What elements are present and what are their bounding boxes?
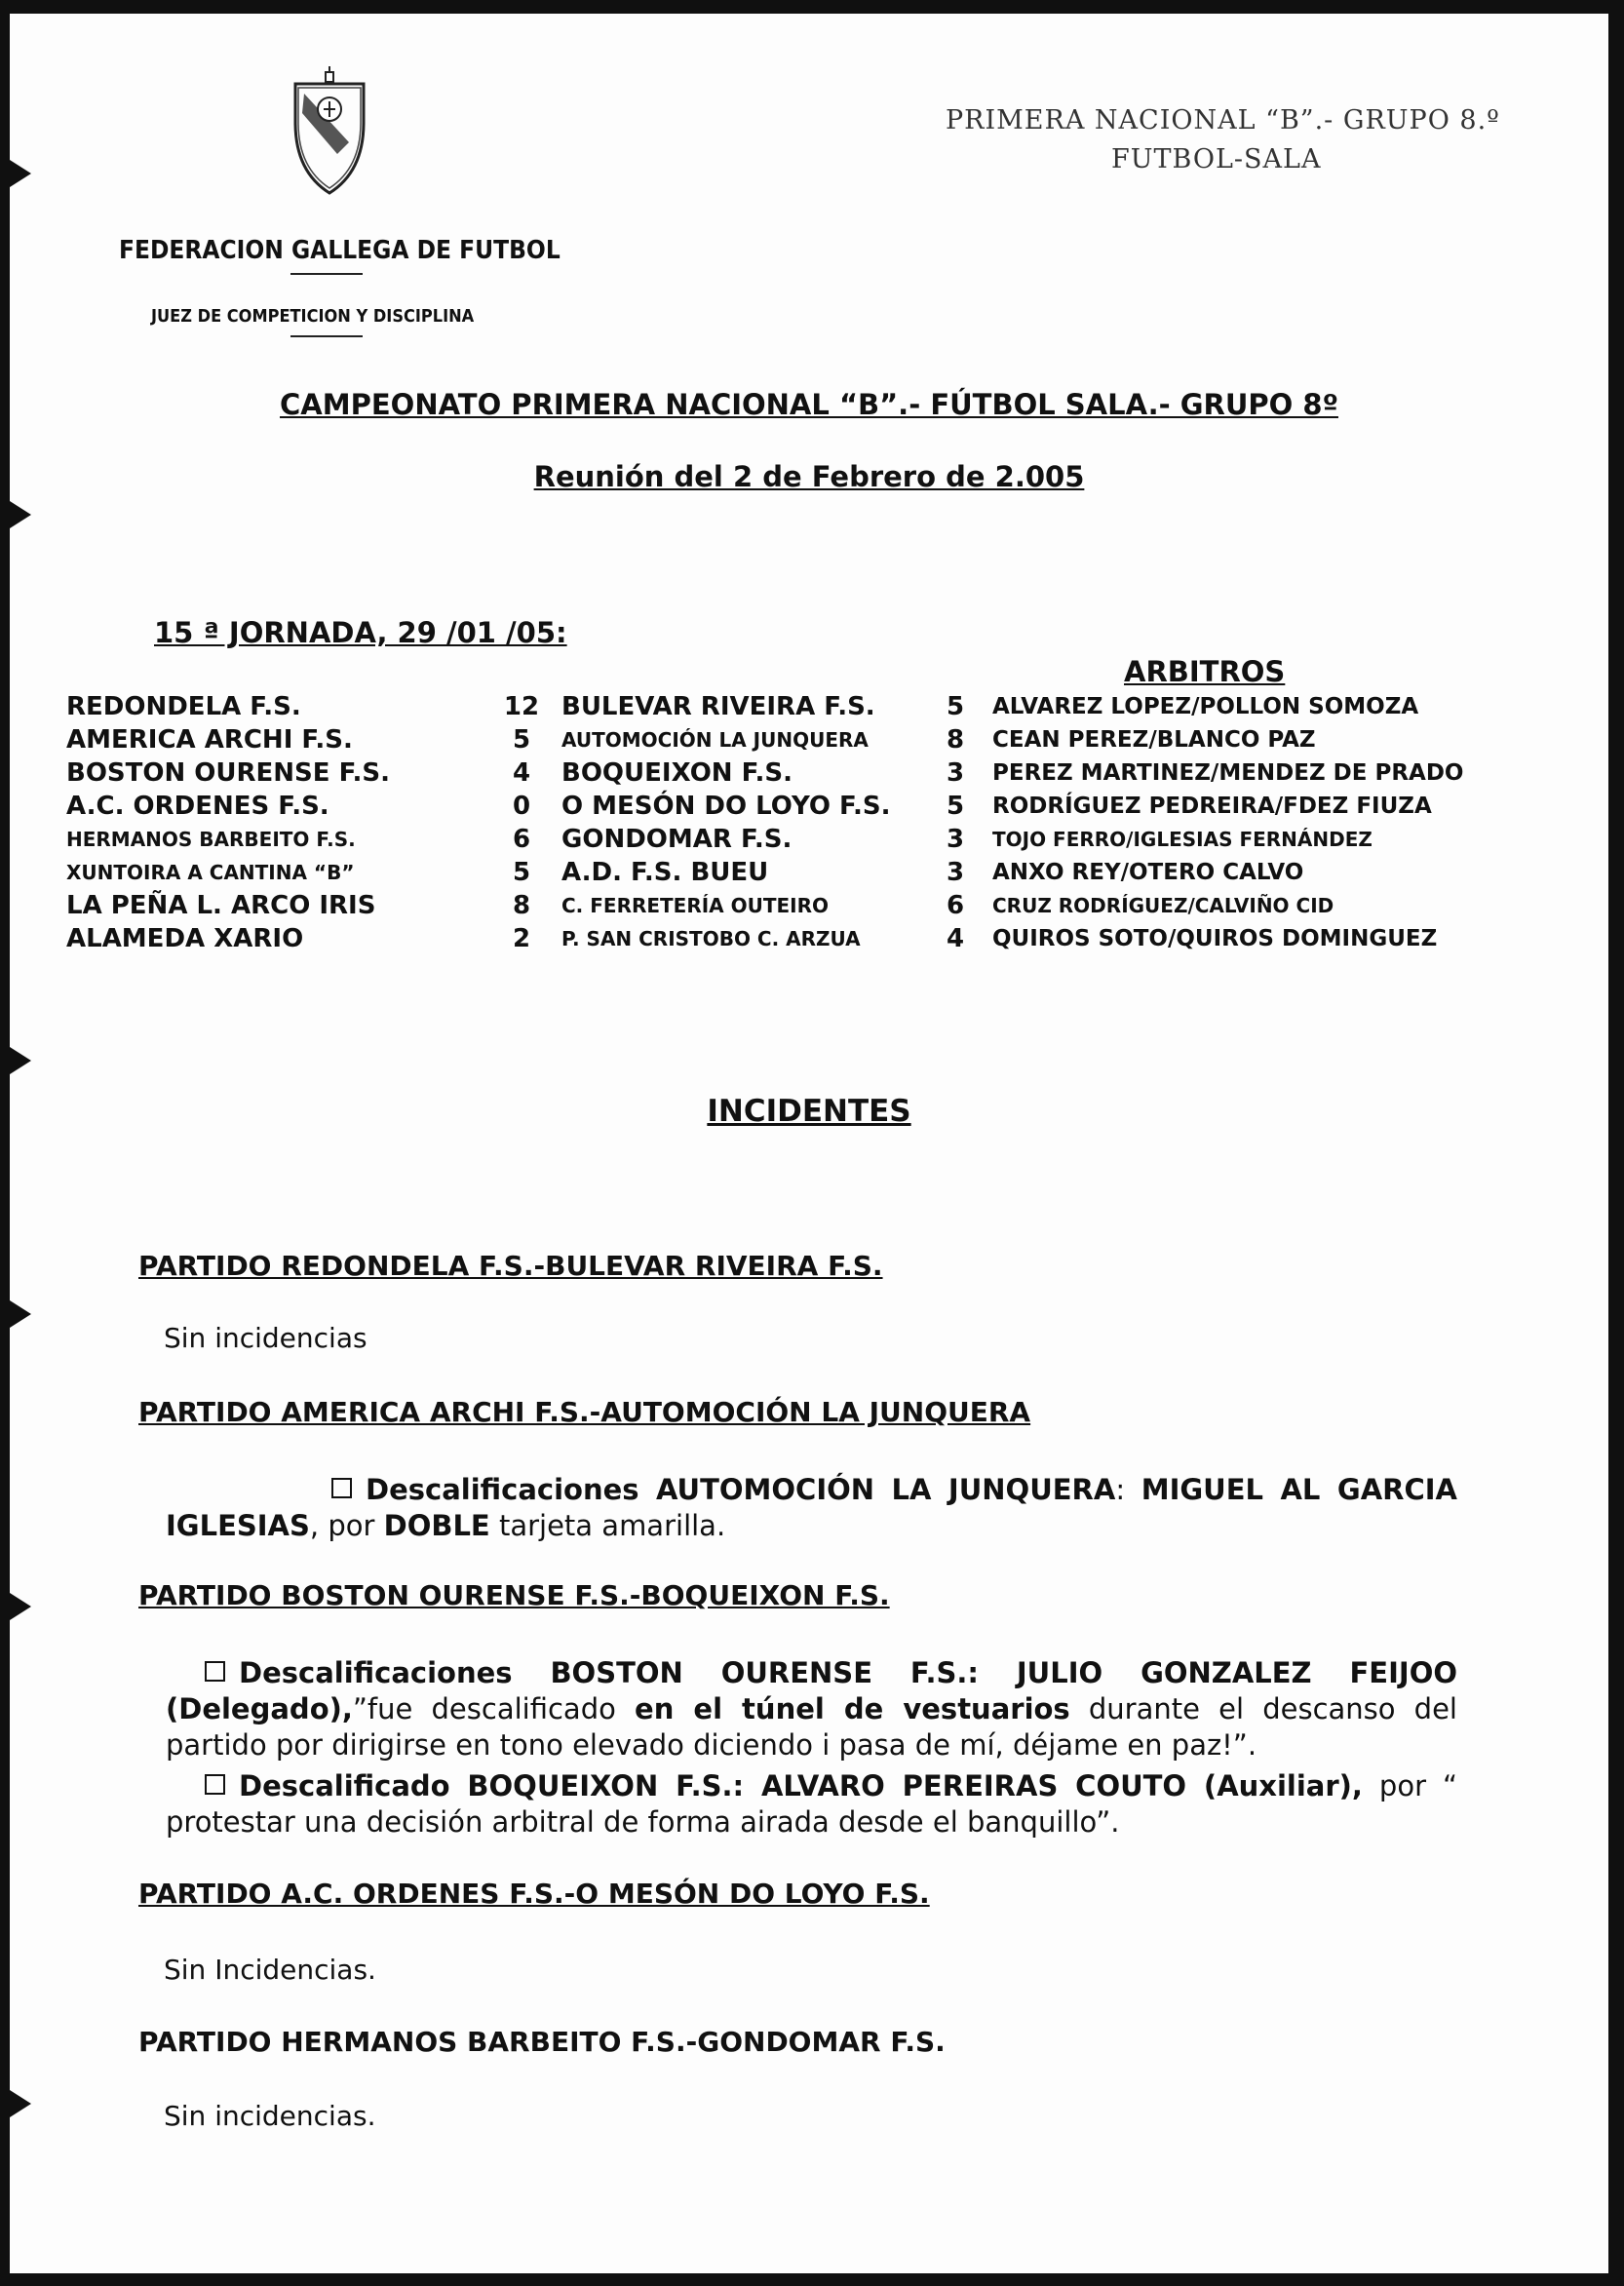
match-3-title: PARTIDO BOSTON OURENSE F.S.-BOQUEIXON F.S. <box>138 1579 890 1611</box>
text: ”fue descalificado <box>352 1692 636 1725</box>
home-score: 4 <box>512 758 531 788</box>
result-row <box>10 823 1608 856</box>
referees: ANXO REY/OTERO CALVO <box>992 860 1304 885</box>
away-team: BULEVAR RIVEIRA F.S. <box>561 692 875 721</box>
disqualification-detail: Descalificado BOQUEIXON F.S.: ALVARO PEREIRAS COUTO (Auxiliar), <box>239 1769 1363 1802</box>
home-score: 2 <box>512 924 531 953</box>
home-score: 5 <box>512 725 531 755</box>
match-3-paragraph-2 <box>166 1768 1457 1840</box>
page-notch <box>10 160 31 187</box>
referees: CRUZ RODRÍGUEZ/CALVIÑO CID <box>992 894 1334 917</box>
page-notch <box>10 2090 31 2117</box>
home-team: LA PEÑA L. ARCO IRIS <box>66 891 376 920</box>
header-discipline: FUTBOL-SALA <box>1111 144 1322 174</box>
result-row <box>10 756 1608 790</box>
away-team: AUTOMOCIÓN LA JUNQUERA <box>561 728 869 752</box>
match-3-paragraph-1 <box>166 1655 1457 1763</box>
away-team: GONDOMAR F.S. <box>561 825 793 854</box>
page-notch <box>10 1047 31 1074</box>
checkbox-icon <box>205 1661 225 1682</box>
header-competition: PRIMERA NACIONAL “B”.- GRUPO 8.º <box>946 105 1500 136</box>
home-team: BOSTON OURENSE F.S. <box>66 758 391 788</box>
text: tarjeta amarilla. <box>489 1509 726 1542</box>
result-row <box>10 723 1608 756</box>
home-team: ALAMEDA XARIO <box>66 924 304 953</box>
result-row <box>10 856 1608 889</box>
disqualification-detail: Descalificaciones BOSTON OURENSE F.S.: JULIO GONZALEZ FEIJOO (Delegado), <box>166 1656 1457 1725</box>
away-team: C. FERRETERÍA OUTEIRO <box>561 894 830 917</box>
text: por “ protestar una decisión arbitral de forma airada desde el banquillo”. <box>166 1769 1457 1839</box>
page-notch <box>10 1300 31 1328</box>
header-right <box>946 101 1569 179</box>
text: , por <box>309 1509 384 1542</box>
disqualification-team: Descalificaciones AUTOMOCIÓN LA JUNQUERA <box>366 1473 1116 1506</box>
incidents-heading: INCIDENTES <box>707 1094 911 1129</box>
match-2-paragraph <box>166 1472 1457 1544</box>
meeting-date: Reunión del 2 de Febrero de 2.005 <box>533 460 1085 493</box>
away-score: 8 <box>946 725 965 755</box>
away-team: O MESÓN DO LOYO F.S. <box>561 792 891 821</box>
away-score: 4 <box>946 924 965 953</box>
away-team: A.D. F.S. BUEU <box>561 858 769 887</box>
match-4-text: Sin Incidencias. <box>164 1954 376 1986</box>
jornada-heading: 15 ª JORNADA, 29 /01 /05: <box>154 616 567 649</box>
referees: PEREZ MARTINEZ/MENDEZ DE PRADO <box>992 760 1464 786</box>
match-1-title: PARTIDO REDONDELA F.S.-BULEVAR RIVEIRA F.S. <box>138 1250 883 1282</box>
reason-emphasis: DOBLE <box>383 1509 490 1542</box>
referees: QUIROS SOTO/QUIROS DOMINGUEZ <box>992 926 1438 951</box>
result-row <box>10 889 1608 922</box>
home-score: 12 <box>503 692 540 721</box>
referees: TOJO FERRO/IGLESIAS FERNÁNDEZ <box>992 828 1373 851</box>
referees: ALVAREZ LOPEZ/POLLON SOMOZA <box>992 694 1419 719</box>
home-team: REDONDELA F.S. <box>66 692 301 721</box>
text: : <box>1115 1473 1141 1506</box>
divider <box>290 335 363 337</box>
home-team: HERMANOS BARBEITO F.S. <box>66 828 356 851</box>
result-row <box>10 690 1608 723</box>
away-score: 5 <box>946 792 965 821</box>
away-team: P. SAN CRISTOBO C. ARZUA <box>561 927 861 950</box>
away-score: 6 <box>946 891 965 920</box>
text: durante el descanso del partido por dirigirse en tono elevado diciendo i pasa de mí, déjame en paz!”. <box>166 1692 1457 1762</box>
checkbox-icon <box>205 1774 225 1795</box>
away-team: BOQUEIXON F.S. <box>561 758 793 788</box>
result-row <box>10 790 1608 823</box>
home-team: A.C. ORDENES F.S. <box>66 792 329 821</box>
location-emphasis: en el túnel de vestuarios <box>635 1692 1070 1725</box>
result-row <box>10 922 1608 955</box>
divider <box>290 273 363 275</box>
home-score: 0 <box>512 792 531 821</box>
page-notch <box>10 501 31 528</box>
away-score: 5 <box>946 692 965 721</box>
page-notch <box>10 1593 31 1620</box>
home-score: 5 <box>512 858 531 887</box>
home-team: AMERICA ARCHI F.S. <box>66 725 353 755</box>
home-score: 6 <box>512 825 531 854</box>
home-team: XUNTOIRA A CANTINA “B” <box>66 861 355 884</box>
away-score: 3 <box>946 858 965 887</box>
home-score: 8 <box>512 891 531 920</box>
away-score: 3 <box>946 758 965 788</box>
match-5-text: Sin incidencias. <box>164 2100 376 2132</box>
match-5-title: PARTIDO HERMANOS BARBEITO F.S.-GONDOMAR F.S. <box>138 2026 946 2058</box>
match-4-title: PARTIDO A.C. ORDENES F.S.-O MESÓN DO LOYO F.S. <box>138 1878 930 1910</box>
document-page <box>10 14 1608 2273</box>
away-score: 3 <box>946 825 965 854</box>
federation-crest-icon <box>290 64 368 201</box>
federation-name: FEDERACION GALLEGA DE FUTBOL <box>119 236 561 265</box>
referees-heading: ARBITROS <box>1124 655 1286 688</box>
player-name: MIGUEL AL GARCIA IGLESIAS <box>166 1473 1457 1542</box>
checkbox-icon <box>331 1478 352 1498</box>
referees: CEAN PEREZ/BLANCO PAZ <box>992 727 1316 753</box>
page-title: CAMPEONATO PRIMERA NACIONAL “B”.- FÚTBOL SALA.- GRUPO 8º <box>280 388 1338 421</box>
match-1-text: Sin incidencias <box>164 1322 367 1354</box>
referees: RODRÍGUEZ PEDREIRA/FDEZ FIUZA <box>992 794 1432 819</box>
judge-title: JUEZ DE COMPETICION Y DISCIPLINA <box>151 306 475 327</box>
match-2-title: PARTIDO AMERICA ARCHI F.S.-AUTOMOCIÓN LA JUNQUERA <box>138 1396 1031 1428</box>
